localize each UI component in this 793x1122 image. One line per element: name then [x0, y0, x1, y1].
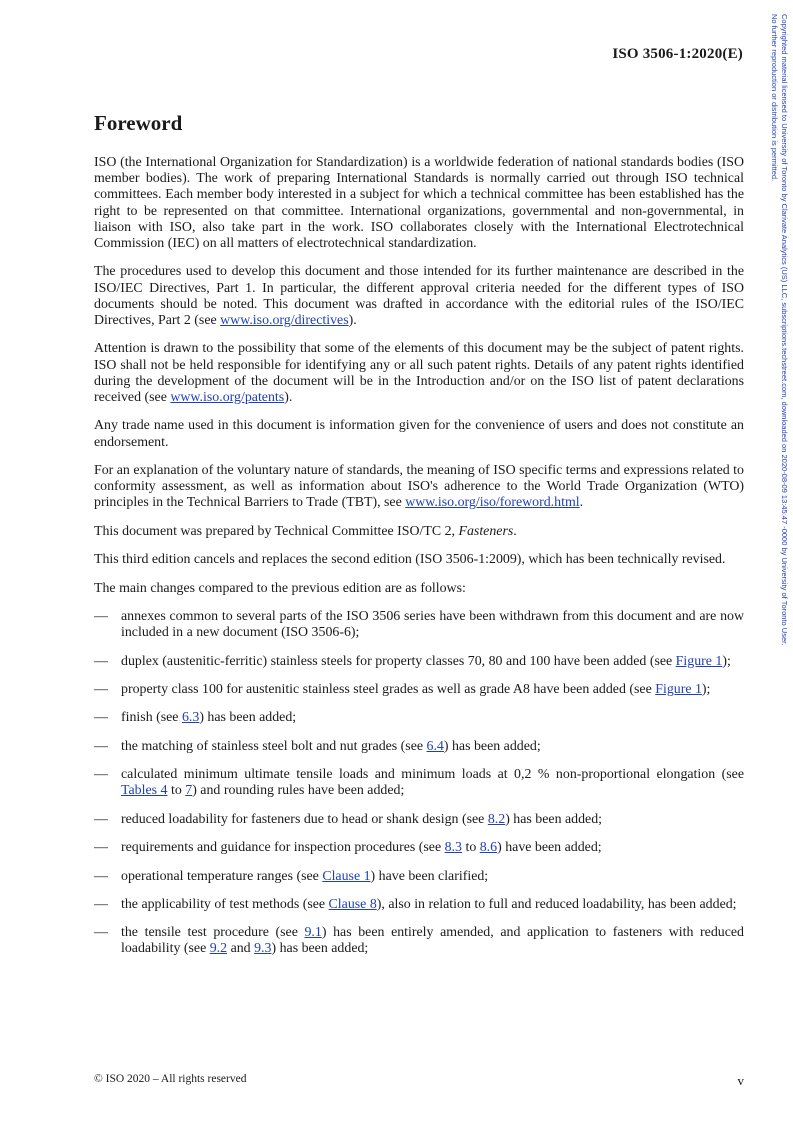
paragraph-edition: This third edition cancels and replaces the second edition (ISO 3506-1:2009), which has been technically revised. — [94, 552, 726, 568]
list-dash: — — [94, 710, 108, 726]
list-item-text: ) have been added; — [497, 840, 602, 856]
paragraph-text: . — [513, 523, 517, 539]
list-item — [94, 869, 744, 885]
link-section-6-3[interactable]: 6.3 — [181, 710, 200, 726]
link-section-6-4[interactable]: 6.4 — [426, 738, 444, 754]
paragraph-text: ). — [284, 390, 293, 406]
list-item-text: ) has been added; — [271, 941, 369, 957]
list-item-text: ); — [722, 653, 731, 669]
link-section-8-2[interactable]: 8.2 — [487, 811, 506, 827]
link-tables-4[interactable]: Tables 4 — [121, 783, 168, 799]
list-item-text: the matching of stainless steel bolt and nut grades (see — [121, 738, 427, 754]
link-directives[interactable]: www.iso.org/directives — [220, 313, 349, 329]
paragraph-text: . — [579, 495, 584, 511]
page-number: v — [737, 1073, 744, 1088]
paragraph-patents — [94, 341, 744, 406]
list-item — [94, 897, 744, 913]
list-item-text: ) have been clarified; — [370, 868, 489, 884]
paragraph-main-changes: The main changes compared to the previous edition are as follows: — [94, 580, 466, 596]
paragraph-trade-name: Any trade name used in this document is information given for the convenience of users and does not constitute an endorsement. — [94, 418, 744, 450]
list-dash: — — [94, 811, 108, 827]
link-figure-1[interactable]: Figure 1 — [655, 681, 702, 697]
list-item-text: ) has been added; — [199, 710, 297, 726]
list-dash: — — [94, 738, 108, 754]
list-item — [94, 682, 744, 698]
paragraph-text: This document was prepared by Technical Committee ISO/TC 2, — [94, 523, 459, 539]
paragraph-text: For an explanation of the voluntary nature of standards, the meaning of ISO specific terms and expressions related to conformity assessment, as well as information about ISO's adherence to the World Trade Organization (WTO) principles in the Technical Barriers to Trade (TBT), see — [94, 463, 744, 511]
list-item — [94, 654, 744, 670]
list-item — [94, 840, 744, 856]
list-dash: — — [94, 925, 108, 941]
list-item-text: ) and rounding rules have been added; — [192, 783, 405, 799]
link-section-8-3[interactable]: 8.3 — [444, 840, 462, 856]
list-item — [94, 925, 744, 957]
page-footer — [94, 1073, 744, 1088]
list-dash: — — [94, 608, 108, 624]
watermark-svg — [738, 6, 793, 766]
list-item — [94, 609, 744, 641]
watermark-line-2: No further reproduction or distribution is permitted. — [770, 14, 779, 182]
list-dash: — — [94, 681, 108, 697]
list-dash: — — [94, 767, 108, 783]
paragraph-voluntary-nature — [94, 463, 744, 512]
list-item-text: operational temperature ranges (see — [121, 868, 323, 884]
list-item-text: and — [227, 941, 255, 957]
list-item-text: ), also in relation to full and reduced loadability, has been added; — [376, 896, 737, 912]
list-item-text: calculated minimum ultimate tensile loads and minimum loads at 0,2 % non-proportional elongation (see — [121, 767, 744, 783]
list-item — [94, 710, 744, 726]
link-clause-1[interactable]: Clause 1 — [322, 868, 371, 884]
link-patents[interactable]: www.iso.org/patents — [170, 390, 285, 406]
link-foreword[interactable]: www.iso.org/iso/foreword.html — [405, 495, 580, 511]
paragraph-iso-intro: ISO (the International Organization for Standardization) is a worldwide federation of national standards bodies (ISO member bodies). The work of preparing International Standards is normally carried out through ISO technical committees. Each member body interested in a subject for which a technical committee has been established has the right to be represented on that committee. International organizations, governmental and non-governmental, in liaison with ISO, also take part in the work. ISO collaborates closely with the International Electrotechnical Commission (IEC) on all matters of electrotechnical standardization. — [94, 155, 744, 252]
committee-name: Fasteners — [458, 523, 514, 539]
link-figure-1[interactable]: Figure 1 — [675, 653, 723, 669]
paragraph-text: Attention is drawn to the possibility that some of the elements of this document may be the subject of patent rights. ISO shall not be held responsible for identifying any or all such patent rights. Details of any patent rights identified during the development of the document will be in the Introduction and/or on the ISO list of patent declarations received (see — [94, 341, 744, 406]
list-item-text: ) has been entirely amended, and application to fasteners with reduced loadability (see — [121, 925, 744, 957]
list-item — [94, 767, 744, 799]
changes-list — [94, 609, 744, 958]
link-section-8-6[interactable]: 8.6 — [479, 840, 498, 856]
list-item — [94, 812, 744, 828]
copyright-notice: © ISO 2020 – All rights reserved — [94, 1073, 247, 1085]
list-dash: — — [94, 653, 108, 669]
list-item-text: duplex (austenitic-ferritic) stainless steels for property classes 70, 80 and 100 have been added (see — [121, 653, 676, 669]
paragraph-procedures — [94, 264, 744, 329]
watermark-line-1: Copyrighted material licensed to University of Toronto by Clarivate Analytics (US) LLC, subscriptions.techstreet.com, downloaded on 2020-08-09 13:45:47 -0000 by University of Toronto User. — [780, 14, 789, 646]
list-item-text: to — [461, 840, 480, 856]
paragraph-text: ). — [348, 313, 357, 329]
list-item-text: ) has been added; — [505, 811, 603, 827]
list-item-text: property class 100 for austenitic stainless steel grades as well as grade A8 have been added (see — [121, 681, 656, 697]
list-dash: — — [94, 868, 108, 884]
list-item — [94, 739, 744, 755]
link-table-7[interactable]: 7 — [185, 783, 193, 799]
list-item-text: ); — [701, 681, 711, 697]
list-dash: — — [94, 896, 108, 912]
list-item-text: finish (see — [121, 710, 182, 726]
list-item-text: the applicability of test methods (see — [121, 896, 329, 912]
link-section-9-2[interactable]: 9.2 — [209, 941, 228, 957]
paragraph-text: The procedures used to develop this document and those intended for its further maintenance are described in the ISO/IEC Directives, Part 1. In particular, the different approval criteria needed for the different types of ISO documents should be noted. This document was drafted in accordance with the editorial rules of the ISO/IEC Directives, Part 2 (see — [94, 264, 744, 329]
list-item-text: to — [167, 783, 186, 799]
link-section-9-1[interactable]: 9.1 — [304, 925, 322, 941]
list-item-text: the tensile test procedure (see — [121, 925, 305, 941]
page-title: Foreword — [94, 111, 183, 135]
link-section-9-3[interactable]: 9.3 — [254, 941, 272, 957]
list-item-text: ) has been added; — [443, 738, 541, 754]
link-clause-8[interactable]: Clause 8 — [328, 896, 377, 912]
list-item-text: annexes common to several parts of the ISO 3506 series have been withdrawn from this document and are now included in a new document (ISO 3506-6); — [121, 608, 744, 641]
list-item-text: reduced loadability for fasteners due to head or shank design (see — [121, 811, 488, 827]
list-dash: — — [94, 840, 108, 856]
paragraph-committee — [94, 524, 744, 540]
foreword-body — [94, 155, 744, 970]
document-id: ISO 3506-1:2020(E) — [612, 46, 743, 62]
list-item-text: requirements and guidance for inspection procedures (see — [121, 840, 445, 856]
copyright-watermark — [738, 6, 793, 766]
